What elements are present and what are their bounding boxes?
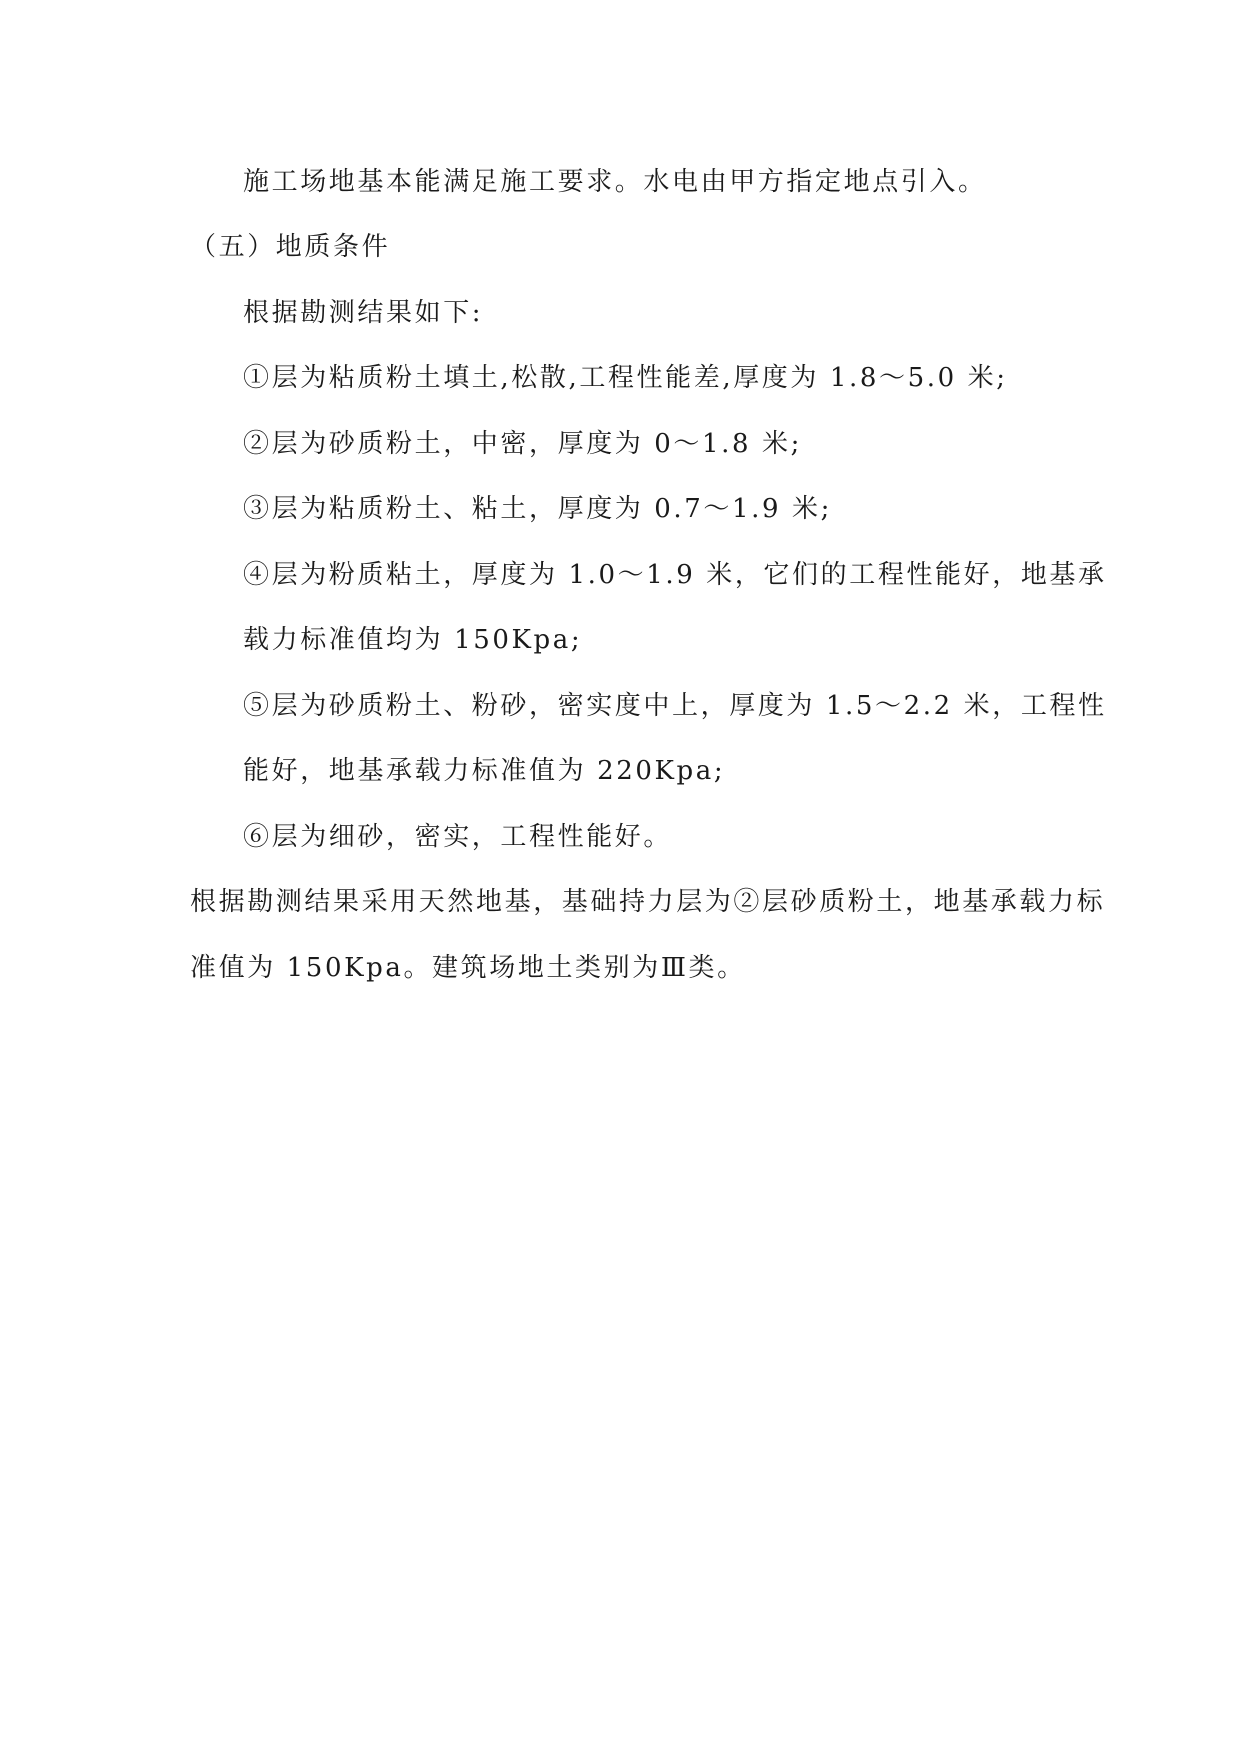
layer-2-text: ②层为砂质粉土，中密，厚度为 0～1.8 米; xyxy=(243,429,802,459)
layer-1-text: ①层为粘质粉土填土,松散,工程性能差,厚度为 1.8～5.0 米; xyxy=(243,363,1008,393)
layer-4-text-continued: 载力标准值均为 150Kpa; xyxy=(243,625,583,655)
paragraph-site-conditions: 施工场地基本能满足施工要求。水电由甲方指定地点引入。 xyxy=(243,167,987,197)
layer-5-text-continued: 能好，地基承载力标准值为 220Kpa; xyxy=(243,756,726,786)
paragraph-foundation-conclusion-continued: 准值为 150Kpa。建筑场地土类别为Ⅲ类。 xyxy=(190,953,746,983)
layer-6-text: ⑥层为细砂，密实，工程性能好。 xyxy=(243,822,673,852)
paragraph-foundation-conclusion: 根据勘测结果采用天然地基，基础持力层为②层砂质粉土，地基承载力标 xyxy=(190,887,1106,917)
layer-5-text: ⑤层为砂质粉土、粉砂，密实度中上，厚度为 1.5～2.2 米，工程性 xyxy=(243,691,1107,721)
section-heading-geology: （五）地质条件 xyxy=(190,232,391,262)
layer-3-text: ③层为粘质粉土、粘土，厚度为 0.7～1.9 米; xyxy=(243,494,832,524)
layer-4-text: ④层为粉质粘土，厚度为 1.0～1.9 米，它们的工程性能好，地基承 xyxy=(243,560,1107,590)
paragraph-survey-intro: 根据勘测结果如下: xyxy=(243,298,484,328)
